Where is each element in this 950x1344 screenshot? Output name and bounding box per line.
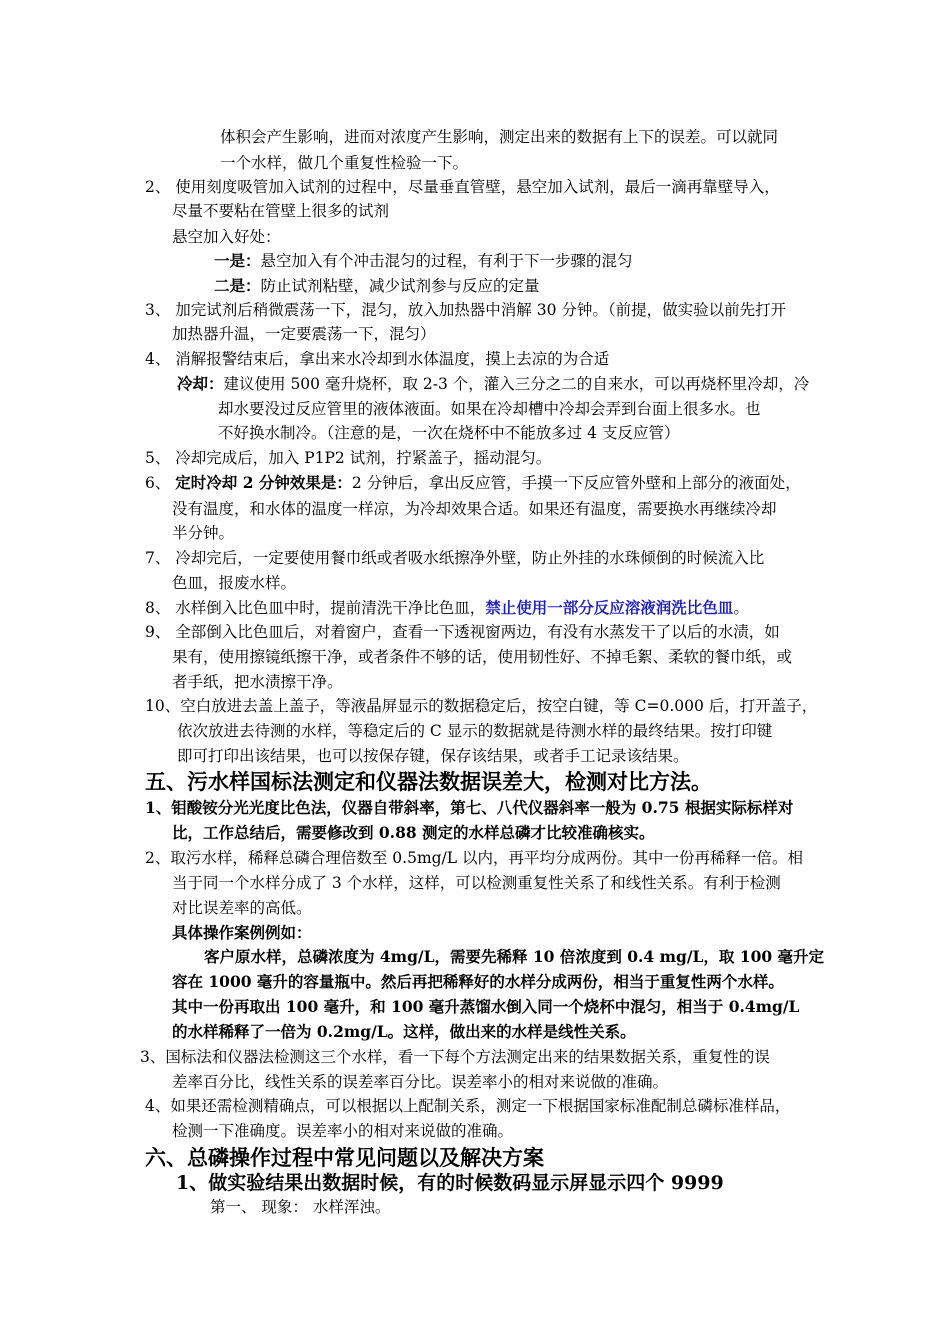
bold-text: 定时冷却 2 分钟效果是： — [175, 473, 352, 492]
text-line — [204, 946, 824, 968]
text-line — [145, 597, 749, 619]
text-line — [172, 1120, 513, 1142]
text-span: 不好换水制冷。（注意的是，一次在烧杯中不能放多过 4 支反应管） — [218, 424, 680, 442]
text-line — [214, 275, 540, 297]
text-span: 3、 加完试剂后稍微震荡一下，混匀，放入加热器中消解 30 分钟。（前提，做实验以前先打开 — [145, 301, 787, 319]
text-span: 半分钟。 — [172, 524, 235, 542]
text-span: 依次放进去待测的水样，等稳定后的 C 显示的数据就是待测水样的最终结果。按打印键 — [177, 722, 773, 740]
text-span: 5、 冷却完成后，加入 P1P2 试剂，拧紧盖子，摇动混匀。 — [145, 449, 552, 467]
text-span: 差率百分比，线性关系的误差率百分比。误差率小的相对来说做的准确。 — [172, 1073, 669, 1091]
text-line — [172, 572, 296, 594]
text-span: 尽量不要粘在管壁上很多的试剂 — [172, 202, 390, 220]
text-span: 却水要没过反应管里的液体液面。如果在冷却槽中冷却会弄到台面上很多水。也 — [218, 400, 761, 418]
text-line — [172, 522, 234, 544]
text-span: 2、 使用刻度吸管加入试剂的过程中，尽量垂直管壁，悬空加入试剂，最后一滴再靠壁导入， — [145, 178, 780, 196]
text-line — [172, 897, 312, 919]
text-line — [145, 176, 780, 198]
text-span: 体积会产生影响，进而对浓度产生影响，测定出来的数据有上下的误差。可以就同 — [220, 128, 779, 146]
text-line — [172, 971, 784, 993]
text-line — [145, 1095, 790, 1117]
bold-text: 其中一份再取出 100 毫升，和 100 毫升蒸馏水倒入同一个烧杯中混匀，相当于 0.4mg/L — [172, 997, 800, 1016]
text-span: 10、空白放进去盖上盖子，等液晶屏显示的数据稳定后，按空白键，等 C=0.000 后，打开盖子， — [145, 697, 818, 715]
text-line — [172, 872, 781, 894]
text-line — [172, 323, 436, 345]
text-line — [214, 250, 633, 272]
text-line — [145, 299, 786, 321]
text-line — [145, 472, 801, 494]
text-span: 7、 冷却完后，一定要使用餐巾纸或者吸水纸擦净外壁，防止外挂的水珠倾倒的时候流入比 — [145, 549, 765, 567]
text-span: 没有温度，和水体的温度一样凉，为冷却效果合适。如果还有温度，需要换水再继续冷却 — [172, 500, 777, 518]
text-line — [172, 226, 281, 248]
text-line — [220, 126, 778, 148]
text-span: 建议使用 500 毫升烧杯，取 2-3 个，灌入三分之二的自来水，可以再烧杯里冷却，冷 — [223, 375, 810, 393]
text-line — [145, 447, 551, 469]
text-span: 6、 — [145, 474, 176, 492]
text-line — [220, 152, 468, 174]
text-line — [172, 922, 312, 944]
subsection-heading: 1、做实验结果出数据时候，有的时候数码显示屏显示四个 9999 — [176, 1172, 724, 1194]
bold-text: 比，工作总结后，需要修改到 0.88 测定的水样总磷才比较准确核实。 — [172, 823, 655, 842]
text-span: 加热器升温，一定要震荡一下，混匀） — [172, 325, 436, 343]
text-span: 4、 消解报警结束后，拿出来水冷却到水体温度，摸上去凉的为合适 — [145, 350, 610, 368]
section-heading: 五、污水样国标法测定和仪器法数据误差大，检测对比方法。 — [145, 769, 712, 794]
bold-text: 冷却： — [177, 374, 224, 393]
text-span: 果有，使用擦镜纸擦干净，或者条件不够的话，使用韧性好、不掉毛絮、柔软的餐巾纸，或 — [172, 648, 793, 666]
text-span: 第一、 现象： 水样浑浊。 — [210, 1198, 391, 1216]
text-line — [172, 1071, 668, 1093]
text-span: 。 — [733, 599, 749, 617]
text-line — [145, 695, 817, 717]
text-line — [172, 671, 343, 693]
text-span: 悬空加入好处： — [172, 228, 281, 246]
text-line — [145, 847, 803, 869]
text-line — [177, 720, 772, 742]
text-line — [177, 373, 809, 395]
highlight-text: 禁止使用一部分反应溶液润洗比色皿 — [485, 598, 734, 617]
text-line — [218, 398, 761, 420]
bold-text: 容在 1000 毫升的容量瓶中。然后再把稀释好的水样分成两份，相当于重复性两个水样。 — [172, 972, 784, 991]
text-span: 3、国标法和仪器法检测这三个水样，看一下每个方法测定出来的结果数据关系，重复性的误 — [140, 1048, 770, 1066]
bold-text: 二是： — [214, 276, 261, 295]
text-line — [172, 646, 792, 668]
bold-text: 的水样稀释了一倍为 0.2mg/L。这样，做出来的水样是线性关系。 — [172, 1022, 636, 1041]
text-line — [172, 822, 655, 844]
bold-text: 一是： — [214, 251, 261, 270]
text-line — [145, 348, 609, 370]
section-heading: 六、总磷操作过程中常见问题以及解决方案 — [145, 1145, 544, 1170]
text-line — [210, 1196, 390, 1218]
text-span: 4、如果还需检测精确点，可以根据以上配制关系，测定一下根据国家标准配制总磷标准样品， — [145, 1097, 791, 1115]
text-span: 当于同一个水样分成了 3 个水样，这样，可以检测重复性关系了和线性关系。有利于检测 — [172, 874, 781, 892]
text-span: 2、取污水样，稀释总磷合理倍数至 0.5mg/L 以内，再平均分成两份。其中一份再稀释一倍。相 — [145, 849, 804, 867]
text-line — [172, 200, 389, 222]
text-line — [218, 422, 679, 444]
text-span: 8、 水样倒入比色皿中时，提前清洗干净比色皿， — [145, 599, 486, 617]
text-span: 检测一下准确度。误差率小的相对来说做的准确。 — [172, 1122, 514, 1140]
text-span: 9、 全部倒入比色皿后，对着窗户，查看一下透视窗两边，有没有水蒸发干了以后的水渍，如 — [145, 623, 780, 641]
text-span: 对比误差率的高低。 — [172, 899, 312, 917]
text-line — [172, 498, 777, 520]
text-line — [145, 621, 780, 643]
text-span: 悬空加入有个冲击混匀的过程，有利于下一步骤的混匀 — [260, 252, 633, 270]
bold-text: 1、钼酸铵分光光度比色法，仪器自带斜率，第七、八代仪器斜率一般为 0.75 根据实际标样对 — [145, 798, 794, 817]
text-line — [140, 1046, 770, 1068]
text-span: 2 分钟后，拿出反应管，手摸一下反应管外壁和上部分的液面处， — [351, 474, 801, 492]
text-span: 防止试剂粘壁，减少试剂参与反应的定量 — [260, 277, 540, 295]
bold-text: 具体操作案例例如： — [172, 923, 312, 942]
text-line — [177, 745, 689, 767]
text-span: 一个水样，做几个重复性检验一下。 — [220, 154, 469, 172]
text-line — [172, 1021, 636, 1043]
text-line — [145, 547, 764, 569]
text-span: 色皿，报废水样。 — [172, 574, 297, 592]
text-span: 者手纸，把水渍擦干净。 — [172, 673, 343, 691]
text-line — [145, 797, 793, 819]
bold-text: 客户原水样，总磷浓度为 4mg/L，需要先稀释 10 倍浓度到 0.4 mg/L，取 100 毫升定 — [204, 947, 825, 966]
text-span: 即可打印出该结果，也可以按保存键，保存该结果，或者手工记录该结果。 — [177, 747, 689, 765]
text-line — [172, 996, 799, 1018]
